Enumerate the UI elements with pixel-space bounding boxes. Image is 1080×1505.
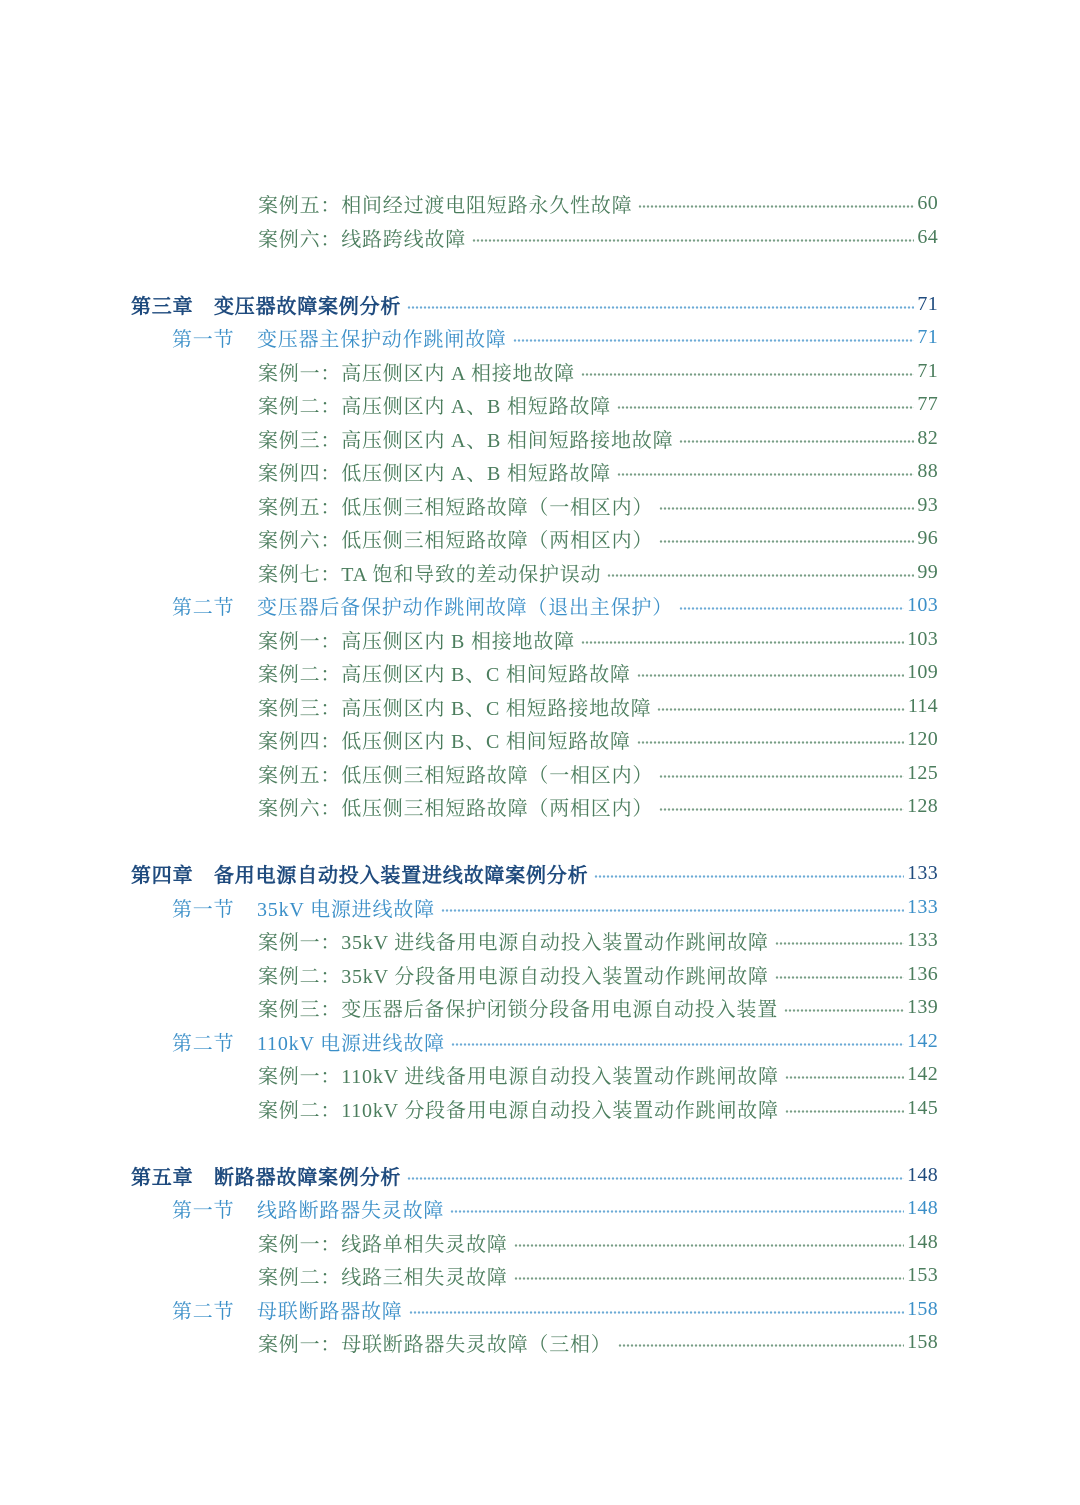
toc-case-row [0,522,938,556]
case-label: 案例一： [258,1233,342,1256]
case-title: 低压侧区内 B、C 相间短路故障 [341,731,631,754]
page-number: 133 [907,862,938,885]
leader-dots [581,373,914,376]
case-title: 低压侧三相短路故障（一相区内） [341,496,654,519]
case-label: 案例一： [258,932,342,955]
toc-case-row [0,790,938,824]
page-number: 128 [907,795,938,818]
section-label: 第二节 [172,1300,235,1323]
case-label: 案例六： [258,530,342,553]
toc-case-row [0,1226,938,1260]
case-title: 35kV 分段备用电源自动投入装置动作跳闸故障 [341,965,769,988]
section-title: 变压器主保护动作跳闸故障 [257,329,507,352]
toc-group [0,288,938,824]
page-number: 71 [917,292,938,315]
page-number: 71 [917,359,938,382]
leader-dots [659,808,904,811]
case-title: 母联断路器失灵故障（三相） [341,1334,612,1357]
case-label: 案例五： [258,195,342,218]
leader-dots [594,875,904,878]
toc-case-row [0,355,938,389]
page-number: 103 [907,627,938,650]
page-number: 71 [917,326,938,349]
section-label: 第一节 [172,329,235,352]
toc-chapter-row [0,1159,938,1193]
case-label: 案例二： [258,1267,342,1290]
toc-section-row [0,589,938,623]
toc-group [0,857,938,1125]
table-of-contents [0,187,938,1360]
page-number: 60 [917,192,938,215]
case-label: 案例三： [258,429,342,452]
leader-dots [637,741,904,744]
leader-dots [617,406,914,409]
case-title: 高压侧区内 A、B 相间短路接地故障 [341,429,674,452]
toc-case-row [0,690,938,724]
leader-dots [637,674,904,677]
page-number: 142 [907,1063,938,1086]
case-label: 案例五： [258,496,342,519]
toc-case-row [0,489,938,523]
case-title: 高压侧区内 B、C 相短路接地故障 [341,697,652,720]
case-label: 案例二： [258,965,342,988]
chapter-label: 第四章 [131,865,194,888]
toc-section-row [0,1293,938,1327]
toc-chapter-row [0,288,938,322]
case-label: 案例一： [258,362,342,385]
case-title: 相间经过渡电阻短路永久性故障 [341,195,633,218]
page-number: 88 [917,460,938,483]
section-title: 母联断路器故障 [257,1300,403,1323]
case-title: 变压器后备保护闭锁分段备用电源自动投入装置 [341,999,779,1022]
leader-dots [409,1311,904,1314]
toc-case-row [0,422,938,456]
leader-dots [607,574,914,577]
leader-dots [513,339,915,342]
case-label: 案例四： [258,731,342,754]
section-label: 第二节 [172,1032,235,1055]
leader-dots [407,1177,904,1180]
case-label: 案例七： [258,563,342,586]
case-label: 案例三： [258,697,342,720]
toc-group [0,1159,938,1360]
toc-chapter-row [0,857,938,891]
page-number: 64 [917,225,938,248]
toc-case-row [0,991,938,1025]
case-title: 高压侧区内 A、B 相短路故障 [341,396,611,419]
page-number: 158 [907,1331,938,1354]
case-label: 案例六： [258,798,342,821]
page-number: 77 [917,393,938,416]
toc-case-row [0,388,938,422]
leader-dots [785,1076,904,1079]
page-number: 125 [907,761,938,784]
page-number: 82 [917,426,938,449]
leader-dots [679,607,904,610]
page-number: 158 [907,1297,938,1320]
section-title: 线路断路器失灵故障 [257,1200,445,1223]
case-title: 高压侧区内 B、C 相间短路故障 [341,664,631,687]
leader-dots [775,942,904,945]
case-label: 案例三： [258,999,342,1022]
leader-dots [638,205,914,208]
case-title: 110kV 分段备用电源自动投入装置动作跳闸故障 [341,1099,779,1122]
page-number: 133 [907,895,938,918]
leader-dots [659,540,914,543]
toc-case-row [0,723,938,757]
case-label: 案例二： [258,396,342,419]
leader-dots [617,473,914,476]
page-number: 99 [917,560,938,583]
page-number: 96 [917,527,938,550]
leader-dots [775,976,904,979]
case-label: 案例六： [258,228,342,251]
case-label: 案例一： [258,630,342,653]
chapter-title: 变压器故障案例分析 [214,295,402,318]
leader-dots [472,239,914,242]
chapter-title: 备用电源自动投入装置进线故障案例分析 [214,865,589,888]
leader-dots [657,708,904,711]
toc-group [0,187,938,254]
leader-dots [785,1110,904,1113]
page-number: 139 [907,996,938,1019]
page-number: 142 [907,1029,938,1052]
page-number: 120 [907,728,938,751]
page-number: 148 [907,1197,938,1220]
section-title: 110kV 电源进线故障 [257,1032,445,1055]
toc-case-row [0,924,938,958]
toc-case-row [0,221,938,255]
toc-section-row [0,891,938,925]
case-title: 低压侧三相短路故障（两相区内） [341,798,654,821]
leader-dots [514,1277,904,1280]
leader-dots [441,909,904,912]
leader-dots [659,507,914,510]
toc-case-row [0,1092,938,1126]
case-title: 低压侧区内 A、B 相短路故障 [341,463,611,486]
toc-case-row [0,757,938,791]
chapter-label: 第三章 [131,295,194,318]
leader-dots [581,641,904,644]
leader-dots [450,1210,904,1213]
chapter-title: 断路器故障案例分析 [214,1166,402,1189]
toc-case-row [0,1326,938,1360]
leader-dots [679,440,914,443]
page-number: 148 [907,1230,938,1253]
case-label: 案例一： [258,1066,342,1089]
page-number: 145 [907,1096,938,1119]
page-number: 153 [907,1264,938,1287]
page-number: 103 [907,594,938,617]
toc-case-row [0,958,938,992]
leader-dots [514,1244,904,1247]
case-label: 案例二： [258,664,342,687]
case-title: 低压侧三相短路故障（一相区内） [341,764,654,787]
toc-case-row [0,1259,938,1293]
case-title: TA 饱和导致的差动保护误动 [341,563,602,586]
toc-case-row [0,656,938,690]
case-title: 线路单相失灵故障 [341,1233,508,1256]
page-number: 136 [907,962,938,985]
leader-dots [407,306,914,309]
chapter-label: 第五章 [131,1166,194,1189]
case-title: 110kV 进线备用电源自动投入装置动作跳闸故障 [341,1066,779,1089]
page-number: 114 [907,694,938,717]
section-title: 变压器后备保护动作跳闸故障（退出主保护） [257,597,673,620]
case-label: 案例四： [258,463,342,486]
leader-dots [784,1009,904,1012]
toc-case-row [0,623,938,657]
case-label: 案例二： [258,1099,342,1122]
case-label: 案例一： [258,1334,342,1357]
leader-dots [659,775,904,778]
toc-case-row [0,1058,938,1092]
leader-dots [618,1344,904,1347]
case-title: 高压侧区内 B 相接地故障 [341,630,575,653]
case-title: 线路跨线故障 [341,228,467,251]
toc-case-row [0,556,938,590]
page-number: 93 [917,493,938,516]
toc-section-row [0,321,938,355]
section-title: 35kV 电源进线故障 [257,898,435,921]
case-label: 案例五： [258,764,342,787]
section-label: 第一节 [172,1200,235,1223]
leader-dots [451,1043,904,1046]
case-title: 35kV 进线备用电源自动投入装置动作跳闸故障 [341,932,769,955]
page-number: 133 [907,929,938,952]
toc-case-row [0,187,938,221]
toc-section-row [0,1192,938,1226]
page-number: 148 [907,1163,938,1186]
page-number: 109 [907,661,938,684]
case-title: 低压侧三相短路故障（两相区内） [341,530,654,553]
section-label: 第二节 [172,597,235,620]
case-title: 高压侧区内 A 相接地故障 [341,362,575,385]
section-label: 第一节 [172,898,235,921]
toc-section-row [0,1025,938,1059]
toc-case-row [0,455,938,489]
case-title: 线路三相失灵故障 [341,1267,508,1290]
